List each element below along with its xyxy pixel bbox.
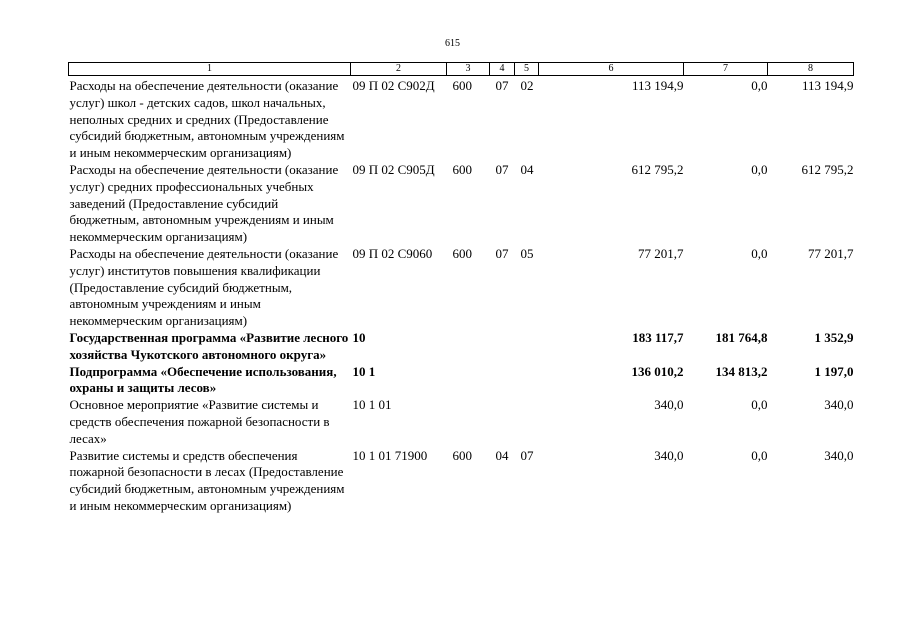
- row-col7-cell: 134 813,2: [715, 363, 768, 379]
- row-code-cell: 10 1 01: [352, 397, 392, 413]
- row-code-cell: 10 1 01 71900: [352, 447, 428, 463]
- row-rz-cell: 04: [495, 447, 509, 463]
- row-code-cell: 10 1: [352, 363, 376, 379]
- row-vr-cell: [447, 330, 490, 364]
- header-col-3: 3: [447, 63, 490, 76]
- row-col7-cell: 0,0: [751, 397, 768, 413]
- row-name-cell: Основное мероприятие «Развитие системы и средств обеспечения пожарной безопасности в лесах»: [69, 397, 330, 446]
- row-rz-cell: [490, 364, 515, 398]
- row-col7-cell: 181 764,8: [715, 329, 768, 345]
- row-vr-cell: 600: [452, 161, 472, 177]
- row-total-cell: 136 010,2: [631, 363, 684, 379]
- row-total-cell: 77 201,7: [638, 245, 684, 261]
- row-col8-cell: 612 795,2: [801, 161, 854, 177]
- page-number: 615: [445, 38, 460, 49]
- row-name-cell: Расходы на обеспечение деятельности (оказание услуг) институтов повышения квалификации (Предоставление субсидий бюджетным, автономным учреждениям и иным некоммерческим организациям): [69, 245, 339, 329]
- row-pr-cell: [515, 397, 539, 447]
- header-col-1: 1: [69, 63, 351, 76]
- table-row: [69, 448, 854, 515]
- table-row: [69, 162, 854, 246]
- budget-table: [68, 62, 854, 515]
- table-row: [69, 330, 854, 364]
- row-col7-cell: 0,0: [751, 245, 768, 261]
- row-pr-cell: [515, 364, 539, 398]
- table-row: [69, 364, 854, 398]
- header-row: [69, 63, 854, 76]
- row-col8-cell: 340,0: [824, 397, 854, 413]
- row-pr-cell: [515, 330, 539, 364]
- row-pr-cell: 04: [520, 161, 534, 177]
- row-pr-cell: 05: [520, 245, 534, 261]
- row-rz-cell: 07: [495, 245, 509, 261]
- row-total-cell: 183 117,7: [632, 329, 684, 345]
- header-col-4: 4: [490, 63, 515, 76]
- row-total-cell: 612 795,2: [631, 161, 684, 177]
- table-row: [69, 76, 854, 162]
- row-vr-cell: 600: [452, 447, 472, 463]
- row-name-cell: Расходы на обеспечение деятельности (оказание услуг) школ - детских садов, школ начальных, неполных средних и средних (Предоставление субсидий бюджетным, автономным учреждениям и иным некоммерческим организациям): [69, 78, 345, 161]
- row-code-cell: 10: [352, 329, 366, 345]
- row-col8-cell: 1 352,9: [814, 329, 854, 345]
- row-col7-cell: 0,0: [751, 447, 768, 463]
- row-rz-cell: [490, 397, 515, 447]
- header-col-6: 6: [539, 63, 684, 76]
- row-code-cell: 09 П 02 С905Д: [352, 161, 435, 177]
- row-col8-cell: 113 194,9: [801, 78, 854, 93]
- row-pr-cell: 07: [520, 447, 534, 463]
- row-col8-cell: 1 197,0: [814, 363, 854, 379]
- row-vr-cell: [447, 364, 490, 398]
- row-col8-cell: 340,0: [824, 447, 854, 463]
- header-col-8: 8: [768, 63, 854, 76]
- row-name-cell: Развитие системы и средств обеспечения пожарной безопасности в лесах (Предоставление субсидий бюджетным, автономным учреждениям и иным некоммерческим организациям): [69, 447, 345, 513]
- row-name-cell: Расходы на обеспечение деятельности (оказание услуг) средних профессиональных учебных заведений (Предоставление субсидий бюджетным, автономным учреждениям и иным некоммерческим организациям): [69, 161, 339, 245]
- header-col-7: 7: [684, 63, 768, 76]
- row-rz-cell: 07: [495, 78, 509, 93]
- header-col-2: 2: [351, 63, 447, 76]
- row-total-cell: 340,0: [654, 397, 684, 413]
- table-header: [69, 63, 854, 76]
- row-code-cell: 09 П 02 С902Д: [352, 78, 435, 93]
- row-name-cell: Государственная программа «Развитие лесного хозяйства Чукотского автономного округа»: [69, 329, 349, 362]
- row-total-cell: 340,0: [654, 447, 684, 463]
- row-vr-cell: [447, 397, 490, 447]
- row-vr-cell: 600: [452, 245, 472, 261]
- row-rz-cell: [490, 330, 515, 364]
- row-col7-cell: 0,0: [751, 161, 768, 177]
- table-body: [69, 76, 854, 515]
- row-name-cell: Подпрограмма «Обеспечение использования, охраны и защиты лесов»: [69, 363, 337, 396]
- row-col7-cell: 0,0: [751, 78, 768, 93]
- header-col-5: 5: [515, 63, 539, 76]
- row-code-cell: 09 П 02 С9060: [352, 245, 433, 261]
- table-row: [69, 246, 854, 330]
- row-total-cell: 113 194,9: [631, 78, 684, 93]
- row-col8-cell: 77 201,7: [808, 245, 854, 261]
- row-pr-cell: 02: [520, 78, 534, 93]
- table-row: [69, 397, 854, 447]
- row-vr-cell: 600: [452, 78, 472, 93]
- row-rz-cell: 07: [495, 161, 509, 177]
